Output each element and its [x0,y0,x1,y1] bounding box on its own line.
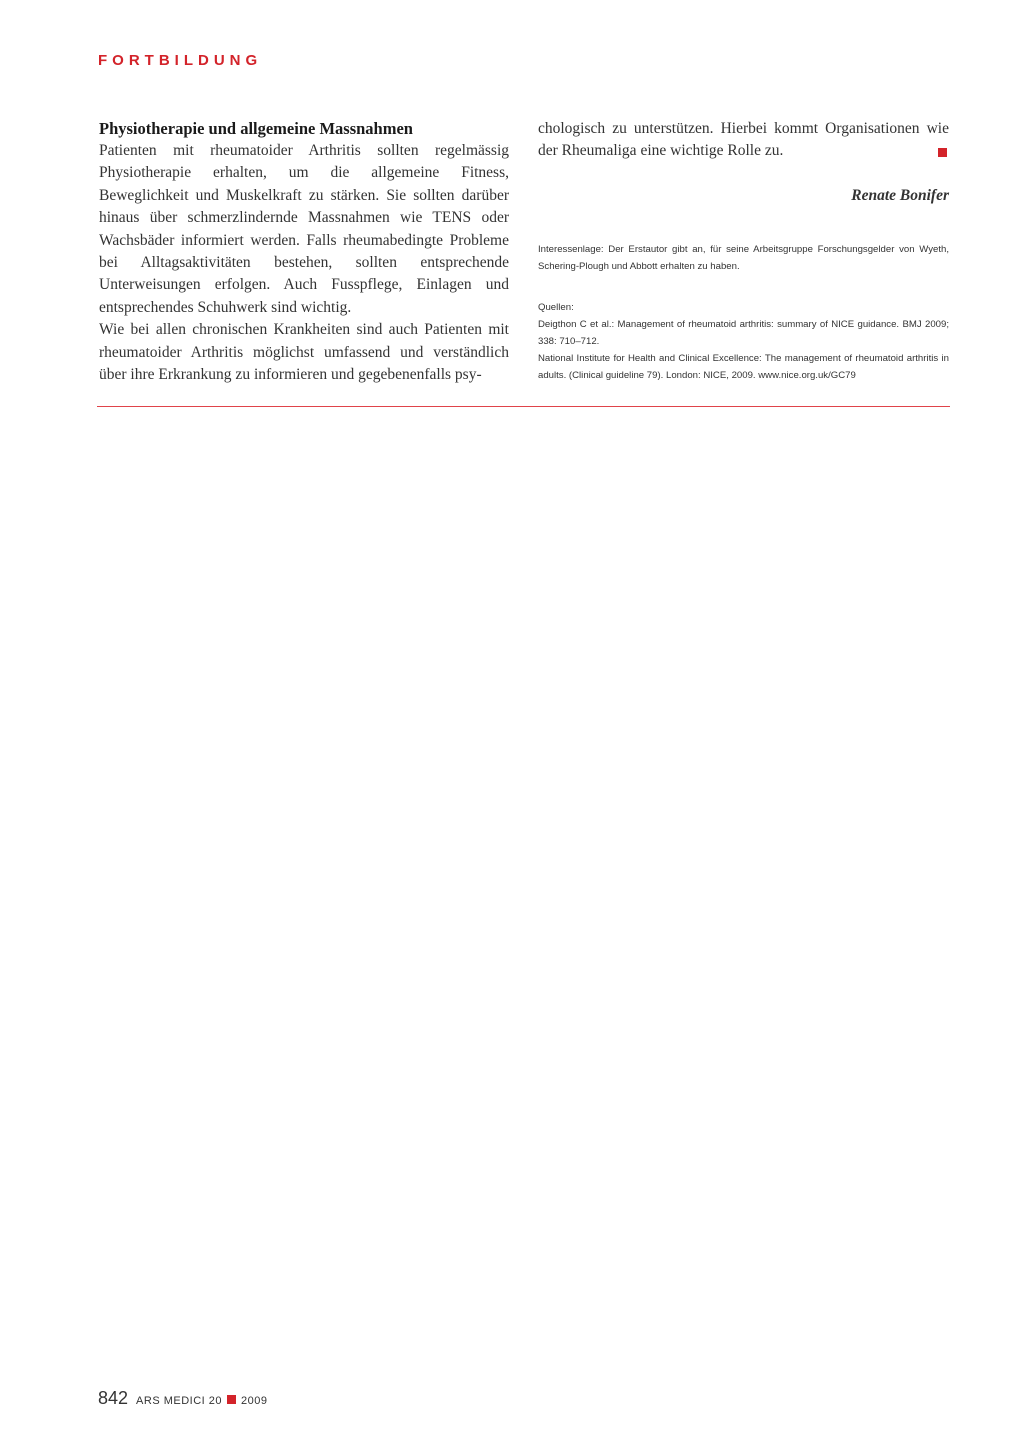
conflict-of-interest-note: Interessenlage: Der Erstautor gibt an, für seine Arbeitsgruppe Forschungsgelder von Wyeth, Schering-Plough und Abbott erhalten zu haben. [538,244,949,273]
section-heading: Physiotherapie und allgemeine Massnahmen [99,119,413,138]
left-column [99,118,509,386]
end-of-article-square-icon [938,148,947,157]
body-paragraph-1: Patienten mit rheumatoider Arthritis sollten regelmässig Physiotherapie erhalten, um die allgemeine Fitness, Beweglichkeit und Muskelkraft zu stärken. Sie sollten darüber hinaus über schmerzlindernde Massnahmen wie TENS oder Wachsbäder informiert werden. Falls rheumabedingte Probleme bei Alltagsaktivitäten bestehen, sollten entsprechende Unterweisungen erfolgen. Auch Fusspflege, Einlagen und entsprechendes Schuhwerk sind wichtig. [99,142,509,316]
sources-label: Quellen: [538,302,574,314]
page-number: 842 [98,1388,129,1408]
reference-item: National Institute for Health and Clinical Excellence: The management of rheumatoid arthritis in adults. (Clinical guideline 79). London: NICE, 2009. www.nice.org.uk/GC79 [538,353,949,382]
continuation-text: chologisch zu unterstützen. Hierbei kommt Organisationen wie der Rheumaliga eine wichtige Rolle zu. [538,120,949,160]
publication-year: 2009 [241,1395,268,1407]
reference-item: Deigthon C et al.: Management of rheumatoid arthritis: summary of NICE guidance. BMJ 2009; 338: 710–712. [538,319,949,348]
section-label: FORTBILDUNG [98,52,263,69]
author-name: Renate Bonifer [851,186,949,204]
page-footer [98,1388,268,1409]
article-end-rule [97,406,950,407]
right-column [538,118,949,384]
continuation-paragraph [538,118,949,163]
separator-square-icon [227,1395,236,1404]
journal-name: ARS MEDICI 20 [136,1395,223,1407]
body-paragraph-2: Wie bei allen chronischen Krankheiten sind auch Patienten mit rheumatoider Arthritis möglichst umfassend und verständlich über ihre Erkrankung zu informieren und gegebenenfalls psy- [99,321,509,384]
sources-block [538,299,949,384]
